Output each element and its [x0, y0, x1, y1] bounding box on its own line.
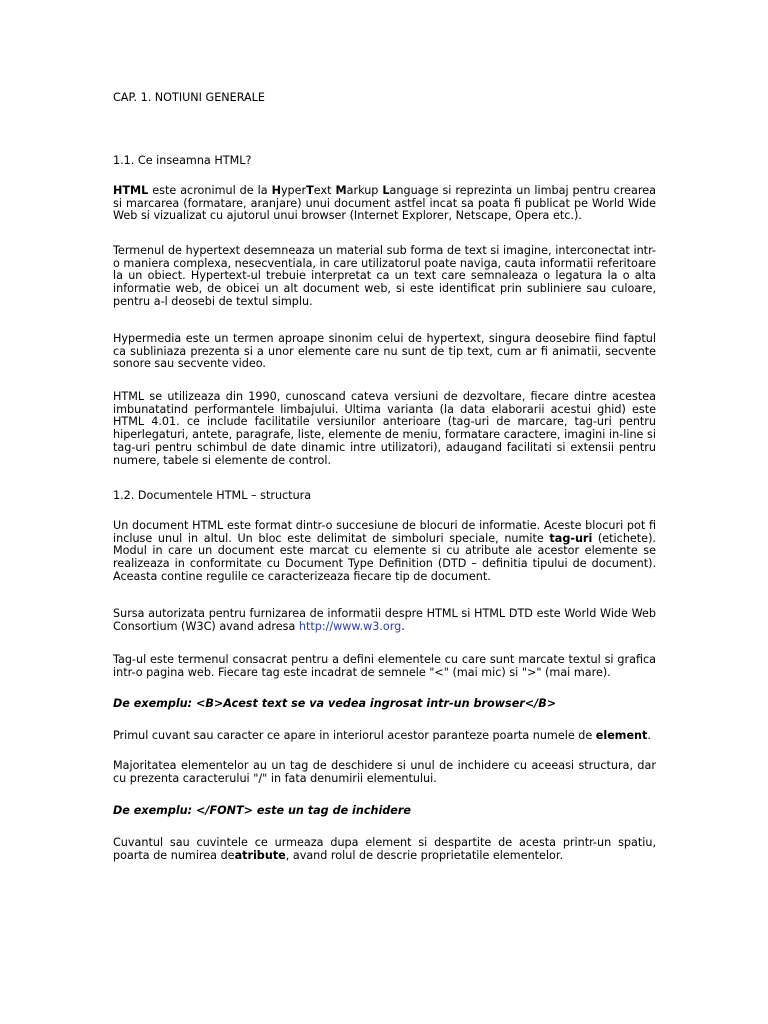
text-segment: (etichete). Modul in care un document este marcat cu elemente si cu atribute ale acestor elemente se realizeaza in conformitate cu Document Type Definition (DTD – definitia tipului de document). Aceasta contine regulile ce caracterizeaza fiecare tip de document. [113, 531, 656, 583]
paragraph-attributes [113, 837, 656, 862]
paragraph-tag-definition: Tag-ul este termenul consacrat pentru a defini elementele cu care sunt marcate textul si grafica intr-o pagina web. Fiecare tag este incadrat de semnele "<" (mai mic) si ">" (mai mare). [113, 653, 656, 679]
acronym-letter-h: H [271, 184, 281, 197]
paragraph-hypertext: Termenul de hypertext desemneaza un material sub forma de text si imagine, interconectat intr-o maniera complexa, nesecventiala, in care utilizatorul poate naviga, cauta informatii referitoare la un obiect. Hypertext-ul trebuie interpretat ca un text care semnaleaza o legatura la o alta informatie web, de obicei un alt document web, si este identificat prin subliniere sau culoare, pentru a-l deosebi de textul simplu. [113, 244, 656, 308]
text-segment: yper [280, 184, 307, 197]
paragraph-document-structure [113, 520, 656, 584]
atribute-term: atribute [234, 848, 286, 862]
text-segment: ext [313, 184, 336, 197]
example-bold-tag: De exemplu: <B>Acest text se va vedea ingrosat intr-un browser</B> [113, 697, 557, 710]
paragraph-w3c [113, 608, 656, 633]
text-segment: arkup [346, 184, 383, 197]
text-segment: este acronimul de la [148, 184, 272, 197]
acronym-letter-m: M [335, 184, 347, 197]
acronym-letter-t: T [306, 184, 314, 197]
acronym-letter-l: L [382, 184, 390, 197]
text-segment: Un document HTML este format dintr-o succesiune de blocuri de informatie. Aceste blocuri pot fi incluse unul in altul. Un bloc este delimitat de simboluri speciale, numite [113, 519, 656, 545]
chapter-title: CAP. 1. NOTIUNI GENERALE [113, 91, 265, 104]
html-term: HTML [113, 184, 149, 197]
paragraph-closing-tags: Majoritatea elementelor au un tag de deschidere si unul de inchidere cu aceeasi structura, dar cu prezenta caracterului "/" in fata denumirii elementului. [113, 759, 656, 785]
example-closing-tag: De exemplu: </FONT> este un tag de inchidere [113, 804, 411, 817]
text-segment: . [401, 619, 405, 633]
text-segment: Cuvantul sau cuvintele ce urmeaza dupa element si despartite de acesta printr-un spatiu, poarta de numirea de [113, 836, 656, 862]
paragraph-element [113, 730, 656, 743]
section-1-2-title: 1.2. Documentele HTML – structura [113, 489, 312, 502]
paragraph-html-history: HTML se utilizeaza din 1990, cunoscand cateva versiuni de dezvoltare, fiecare dintre acestea imbunatatind performantele limbajului. Ultima varianta (la data elaborarii acestui ghid) este HTML 4.01. ce include facilitatile versiunilor anterioare (tag-uri de marcare, tag-uri pentru hiperlegaturi, antete, paragrafe, liste, elemente de meniu, formatare caractere, imagini in-line si tag-uri pentru schimbul de date dinamic intre utilizatori), adaugand facilitati si extensii pentru numere, tabele si elemente de control. [113, 390, 656, 467]
element-term: element [595, 729, 648, 742]
paragraph-hypermedia: Hypermedia este un termen aproape sinonim celui de hypertext, singura deosebire fiind faptul ca subliniaza prezenta si a unor elemente care nu sunt de tip text, cum ar fi animatii, secvente sonore sau secvente video. [113, 332, 656, 371]
w3c-link[interactable]: http://www.w3.org [298, 619, 402, 633]
text-segment: anguage si reprezinta un limbaj pentru crearea si marcarea (formatare, aranjare) unui document astfel incat sa poata fi publicat pe World Wide Web si vizualizat cu ajutorul unui browser (Internet Explorer, Netscape, Opera etc.). [113, 184, 656, 223]
paragraph-html-definition [113, 185, 656, 223]
section-1-1-title: 1.1. Ce inseamna HTML? [113, 154, 252, 167]
text-segment: . [647, 729, 651, 742]
tag-uri-term: tag-uri [549, 531, 593, 545]
text-segment: Primul cuvant sau caracter ce apare in interiorul acestor paranteze poarta numele de [113, 729, 596, 742]
text-segment: Sursa autorizata pentru furnizarea de informatii despre HTML si HTML DTD este World Wide Web Consortium (W3C) avand adresa [113, 607, 656, 633]
text-segment: , avand rolul de descrie proprietatile elementelor. [285, 848, 564, 862]
